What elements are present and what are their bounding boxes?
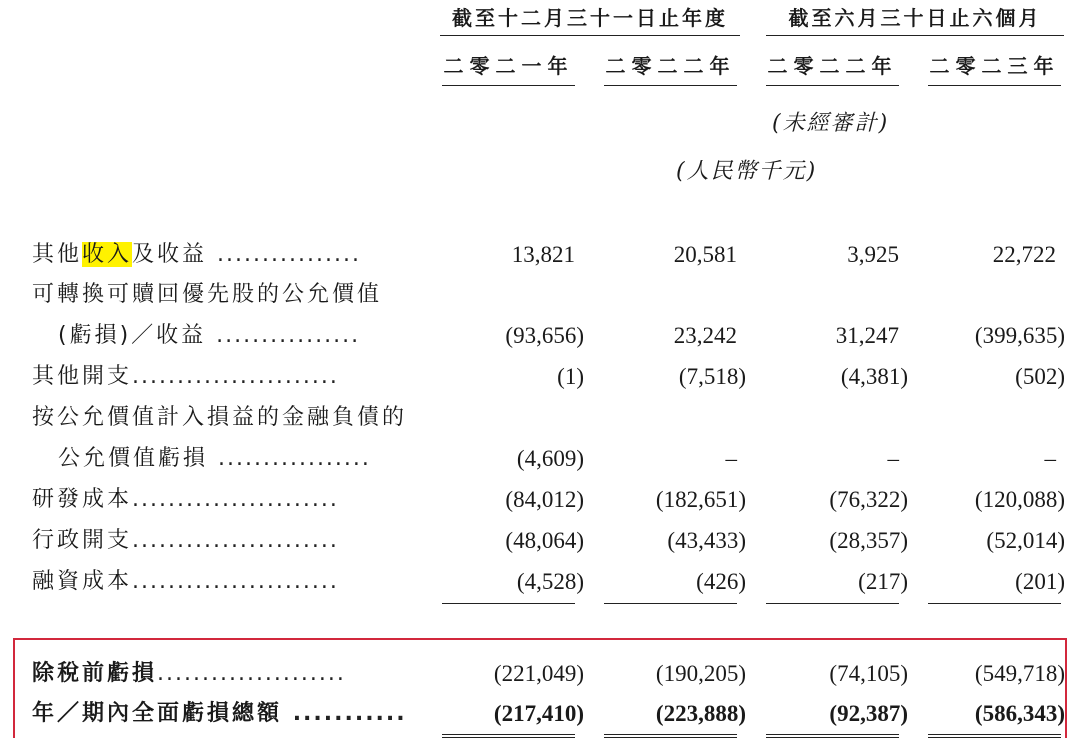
row-label-text: 除稅前虧損 [32, 661, 158, 686]
cell-2022-h1: (74,105) [829, 661, 908, 686]
leader-dots: ....................... [132, 364, 339, 389]
cell-2021: (84,012) [505, 487, 584, 512]
row-label [58, 318, 410, 358]
leader-dots: ..................... [157, 661, 346, 686]
year-header-2021 [442, 52, 575, 86]
total-double-rule [928, 734, 1061, 738]
cell-2023-h1: (586,343) [974, 701, 1065, 726]
leader-dots: ....................... [132, 569, 339, 594]
cell-2022-h1: 3,925 [847, 242, 899, 267]
cell-2022-h1: (92,387) [829, 701, 908, 726]
cell-2022-h1: (76,322) [829, 487, 908, 512]
cell-2023-h1: 22,722 [992, 242, 1056, 267]
total-double-rule [604, 734, 737, 738]
cell-2021: (4,609) [516, 446, 584, 471]
highlighted-text: 收入 [82, 242, 133, 267]
row-label [32, 482, 410, 522]
cell-2021: (4,528) [516, 569, 584, 594]
header-group-label: 截至六月三十日止六個月 [788, 6, 1042, 30]
year-label: 二零二二年 [605, 54, 736, 78]
table-row-fv-loss [0, 441, 1080, 481]
leader-dots: ........... [292, 701, 407, 726]
table-row-finance-costs [0, 564, 1080, 604]
year-header-2022-h1 [766, 52, 899, 86]
cell-2023-h1: (120,088) [974, 487, 1065, 512]
row-label-text: 行政開支 [32, 528, 133, 553]
table-row-preferred-shares-heading [0, 277, 1080, 317]
leader-dots: ................ [216, 323, 361, 348]
row-label-part: 其他 [32, 242, 83, 267]
cell-2021: (48,064) [505, 528, 584, 553]
row-label [58, 441, 410, 481]
unaudited-note: (未經審計) [772, 111, 890, 136]
total-double-rule [442, 734, 575, 738]
cell-2023-h1: (399,635) [974, 323, 1065, 348]
subtotal-rule [928, 603, 1061, 604]
cell-2022: – [725, 446, 737, 471]
cell-2022: 23,242 [673, 323, 737, 348]
cell-2021: (221,049) [493, 661, 584, 686]
header-rule [766, 35, 1064, 36]
row-label-part: 及收益 [132, 242, 208, 267]
cell-2021: 13,821 [511, 242, 575, 267]
header-group-six-months [766, 4, 1064, 36]
table-row-preferred-shares-fv [0, 318, 1080, 358]
cell-2022: (43,433) [667, 528, 746, 553]
cell-2022: (7,518) [678, 364, 746, 389]
cell-2022-h1: – [887, 446, 899, 471]
row-label [32, 564, 410, 604]
row-label: 可轉換可贖回優先股的公允價值 [32, 282, 383, 307]
table-row-financial-liabilities-heading [0, 400, 1080, 440]
subtotal-rule [604, 603, 737, 604]
header-rule [928, 85, 1061, 86]
row-label: 按公允價值計入損益的金融負債的 [32, 405, 408, 430]
header-rule [604, 85, 737, 86]
cell-2022-h1: (4,381) [840, 364, 908, 389]
cell-2021: (1) [557, 364, 584, 389]
table-row-other-income [0, 237, 1080, 277]
cell-2023-h1: (52,014) [986, 528, 1065, 553]
subtotal-rule [442, 603, 575, 604]
header-rule [766, 85, 899, 86]
cell-2022-h1: 31,247 [835, 323, 899, 348]
currency-note: (人民幣千元) [676, 159, 818, 184]
cell-2022-h1: (217) [858, 569, 908, 594]
header-rule [440, 35, 740, 36]
year-label: 二零二一年 [443, 54, 574, 78]
row-label-text: 年／期內全面虧損總額 [32, 701, 283, 726]
cell-2022: (190,205) [655, 661, 746, 686]
cell-2021: (93,656) [505, 323, 584, 348]
cell-2022-h1: (28,357) [829, 528, 908, 553]
table-row-admin-expenses [0, 523, 1080, 563]
leader-dots: ....................... [132, 487, 339, 512]
cell-2023-h1: (549,718) [974, 661, 1065, 686]
year-label: 二零二二年 [767, 54, 898, 78]
table-row-loss-before-tax [0, 656, 1080, 696]
year-header-2023-h1 [928, 52, 1061, 86]
row-label-text: 公允價值虧損 [58, 446, 209, 471]
table-row-other-expenses [0, 359, 1080, 399]
header-group-year-ended [440, 4, 740, 36]
year-header-2022 [604, 52, 737, 86]
total-double-rule [766, 734, 899, 738]
row-label-text: 研發成本 [32, 487, 133, 512]
row-label [32, 359, 410, 399]
cell-2022: (426) [696, 569, 746, 594]
cell-2022: (223,888) [655, 701, 746, 726]
subtotal-rule [766, 603, 899, 604]
header-rule [442, 85, 575, 86]
header-group-label: 截至十二月三十一日止年度 [452, 6, 728, 30]
cell-2021: (217,410) [493, 701, 584, 726]
cell-2022: (182,651) [655, 487, 746, 512]
leader-dots: ................ [217, 242, 361, 267]
row-label [32, 656, 410, 696]
row-label-text: 融資成本 [32, 569, 133, 594]
row-label [32, 237, 410, 277]
cell-2023-h1: – [1044, 446, 1056, 471]
cell-2023-h1: (201) [1015, 569, 1065, 594]
cell-2023-h1: (502) [1015, 364, 1065, 389]
table-row-total-comprehensive-loss [0, 696, 1080, 736]
row-label [32, 523, 410, 563]
leader-dots: ................. [218, 446, 371, 471]
row-label-text: (虧損)／收益 [58, 323, 207, 348]
year-label: 二零二三年 [929, 54, 1060, 78]
leader-dots: ....................... [132, 528, 339, 553]
table-row-rnd-costs [0, 482, 1080, 522]
row-label-text: 其他開支 [32, 364, 133, 389]
cell-2022: 20,581 [673, 242, 737, 267]
row-label [32, 696, 410, 736]
